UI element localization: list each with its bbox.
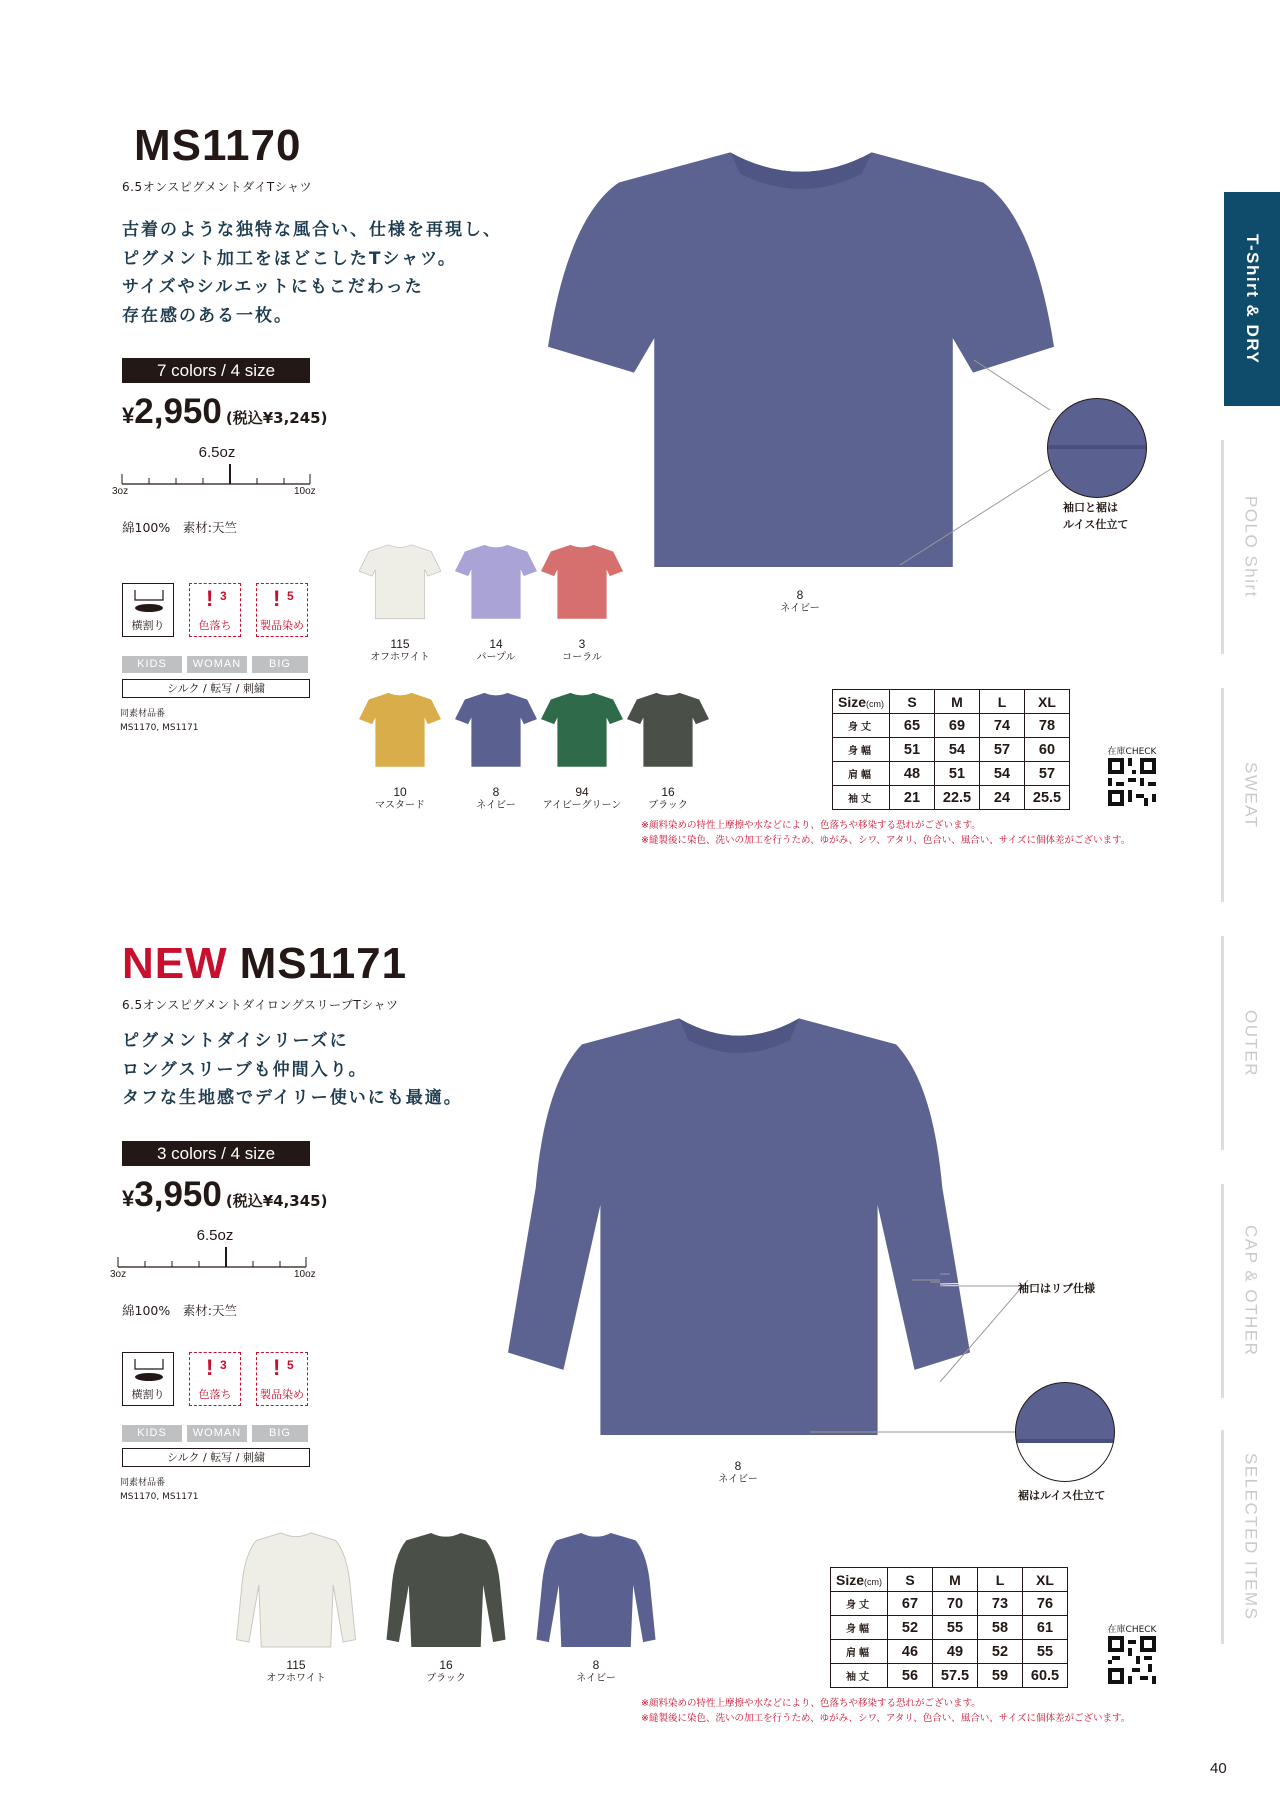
cell: 51 xyxy=(890,738,935,762)
stock-check-label: 在庫CHECK xyxy=(1107,1625,1157,1635)
swatch-label xyxy=(548,1659,644,1685)
size-unit: (cm) xyxy=(866,698,884,709)
swatch-label xyxy=(620,786,716,812)
catch-line: ロングスリーブも仲間入り。 xyxy=(122,1059,368,1080)
catch-line: ピグメント加工をほどこしたTシャツ。 xyxy=(122,248,457,269)
note-line: ※縫製後に染色、洗いの加工を行うため、ゆがみ、シワ、アタリ、色合い、風合い、サイズに個体差がございます。 xyxy=(641,1713,1131,1724)
weight-label: 6.5oz xyxy=(196,1227,234,1244)
fade-label: 色落ち xyxy=(198,1388,232,1401)
page-number: 40 xyxy=(1210,1760,1227,1777)
cell: 58 xyxy=(978,1616,1023,1640)
notes xyxy=(641,1696,1130,1726)
swatch-name: ブラック xyxy=(426,1673,466,1684)
size-unit: (cm) xyxy=(864,1576,882,1587)
main-color-num: 8 xyxy=(734,1459,742,1473)
detail-hem-circle xyxy=(1047,398,1147,498)
cell: 52 xyxy=(978,1640,1023,1664)
cell: 55 xyxy=(1023,1640,1068,1664)
price xyxy=(122,394,327,429)
price-tax: (税込¥4,345) xyxy=(225,1192,328,1210)
size-header-text: Size xyxy=(835,1571,864,1588)
swatch-shirt[interactable] xyxy=(627,688,709,770)
tag-kids: KIDS xyxy=(122,656,182,673)
main-color-label xyxy=(750,589,850,615)
row-label: 袖丈 xyxy=(833,786,890,810)
product-subtitle: 6.5オンスピグメントダイTシャツ xyxy=(122,180,312,194)
swatch-shirt[interactable] xyxy=(359,688,441,770)
new-badge: NEW xyxy=(122,939,228,988)
tab-sweat[interactable]: SWEAT xyxy=(1221,688,1277,902)
yen-sign: ¥ xyxy=(122,1186,135,1211)
size-col: L xyxy=(980,690,1025,714)
catch-copy xyxy=(122,216,502,330)
cut-label: 横割り xyxy=(131,1388,165,1401)
cell: 57 xyxy=(1025,762,1070,786)
fade-label: 色落ち xyxy=(198,619,232,632)
garment-dye-icon: ! 5 製品染め xyxy=(256,1352,308,1406)
swatch-name: オフホワイト xyxy=(266,1673,326,1684)
dye-level: 5 xyxy=(287,589,294,603)
size-col: XL xyxy=(1023,1568,1068,1592)
price-value: 3,950 xyxy=(134,1175,222,1214)
row-label: 身幅 xyxy=(831,1616,888,1640)
dye-label: 製品染め xyxy=(260,619,304,632)
cell: 57.5 xyxy=(933,1664,978,1688)
weight-scale xyxy=(116,1245,316,1273)
swatch-name: ネイビー xyxy=(476,800,516,811)
fade-level: 3 xyxy=(220,1358,227,1372)
size-col: S xyxy=(890,690,935,714)
callout-line: 袖口と裾は xyxy=(1063,501,1118,514)
row-label: 身丈 xyxy=(833,714,890,738)
same-material-title: 同素材品番 xyxy=(120,709,166,719)
cut-icon xyxy=(122,583,174,637)
cell: 60.5 xyxy=(1023,1664,1068,1688)
tag-woman: WOMAN xyxy=(187,1425,247,1442)
table-row xyxy=(831,1640,1068,1664)
price-value: 2,950 xyxy=(134,392,222,431)
weight-max: 10oz xyxy=(294,486,316,497)
swatch-label xyxy=(448,638,544,664)
price xyxy=(122,1177,327,1212)
tab-outer[interactable]: OUTER xyxy=(1221,936,1277,1150)
cell: 52 xyxy=(888,1616,933,1640)
swatch-shirt[interactable] xyxy=(384,1528,508,1652)
row-label: 身幅 xyxy=(833,738,890,762)
callout-cuff: 袖口はリブ仕様 xyxy=(1018,1282,1095,1295)
tag-big: BIG xyxy=(252,1425,308,1442)
callout-line: ルイス仕立て xyxy=(1063,518,1129,531)
stock-check-label: 在庫CHECK xyxy=(1107,747,1157,757)
cell: 69 xyxy=(935,714,980,738)
notes xyxy=(641,818,1130,848)
note-line: ※縫製後に染色、洗いの加工を行うため、ゆがみ、シワ、アタリ、色合い、風合い、サイズに個体差がございます。 xyxy=(641,835,1131,846)
swatch-shirt[interactable] xyxy=(541,688,623,770)
color-fade-icon: ! 3 色落ち xyxy=(189,1352,241,1406)
cell: 74 xyxy=(980,714,1025,738)
cell: 54 xyxy=(935,738,980,762)
main-color-name: ネイビー xyxy=(780,603,820,614)
cut-icon xyxy=(122,1352,174,1406)
swatch-label xyxy=(534,638,630,664)
product-model-title xyxy=(122,121,302,170)
swatch-name: マスタード xyxy=(375,800,425,811)
detail-callout-text xyxy=(1063,499,1128,533)
catch-line: 古着のような独特な風合い、仕様を再現し、 xyxy=(122,220,502,240)
note-line: ※顔料染めの特性上摩擦や水などにより、色落ちや移染する恐れがございます。 xyxy=(641,1698,981,1709)
same-material xyxy=(120,1476,199,1504)
cell: 70 xyxy=(933,1592,978,1616)
qr-code-icon[interactable] xyxy=(1108,758,1156,806)
cell: 55 xyxy=(933,1616,978,1640)
swatch-shirt[interactable] xyxy=(455,540,537,622)
size-header xyxy=(831,1568,888,1592)
weight-max: 10oz xyxy=(294,1269,316,1280)
table-row xyxy=(831,1616,1068,1640)
cell: 65 xyxy=(890,714,935,738)
model-number: MS1170 xyxy=(134,121,302,170)
cell: 76 xyxy=(1023,1592,1068,1616)
cell: 78 xyxy=(1025,714,1070,738)
cell: 48 xyxy=(890,762,935,786)
colors-size-bar: 3 colors / 4 size xyxy=(122,1141,310,1166)
same-material-title: 同素材品番 xyxy=(120,1478,166,1488)
cut-label: 横割り xyxy=(131,619,165,632)
detail-hem-circle xyxy=(1015,1382,1115,1482)
main-color-name: ネイビー xyxy=(718,1474,758,1485)
tab-tshirt-dry[interactable]: T-Shirt & DRY xyxy=(1224,192,1280,406)
swatch-name: パープル xyxy=(476,652,516,663)
swatch-num: 3 xyxy=(578,637,586,651)
size-header-text: Size xyxy=(837,693,866,710)
swatch-shirt[interactable] xyxy=(359,540,441,622)
tab-cap-other[interactable]: CAP & OTHER xyxy=(1221,1184,1277,1398)
cell: 51 xyxy=(935,762,980,786)
same-material-codes: MS1170, MS1171 xyxy=(120,723,199,733)
swatch-num: 16 xyxy=(439,1658,453,1672)
note-line: ※顔料染めの特性上摩擦や水などにより、色落ちや移染する恐れがございます。 xyxy=(641,820,981,831)
row-label: 身丈 xyxy=(831,1592,888,1616)
model-number: MS1171 xyxy=(239,939,408,988)
cell: 57 xyxy=(980,738,1025,762)
swatch-label xyxy=(352,786,448,812)
qr-code-icon[interactable] xyxy=(1108,1636,1156,1684)
catch-line: 存在感のある一枚。 xyxy=(122,305,293,326)
row-label: 肩幅 xyxy=(831,1640,888,1664)
swatch-num: 10 xyxy=(393,785,407,799)
swatch-shirt[interactable] xyxy=(234,1528,358,1652)
cell: 25.5 xyxy=(1025,786,1070,810)
size-col: XL xyxy=(1025,690,1070,714)
swatch-label xyxy=(248,1659,344,1685)
yen-sign: ¥ xyxy=(122,403,135,428)
cell: 46 xyxy=(888,1640,933,1664)
material: 綿100% 素材:天竺 xyxy=(122,520,237,535)
cell: 49 xyxy=(933,1640,978,1664)
size-col: M xyxy=(935,690,980,714)
swatch-name: ブラック xyxy=(648,800,688,811)
swatch-shirt[interactable] xyxy=(455,688,537,770)
main-color-label xyxy=(688,1460,788,1486)
size-header xyxy=(833,690,890,714)
price-tax: (税込¥3,245) xyxy=(225,409,328,427)
size-col: S xyxy=(888,1568,933,1592)
material: 綿100% 素材:天竺 xyxy=(122,1303,237,1318)
print-methods: シルク / 転写 / 刺繍 xyxy=(122,679,310,698)
product-subtitle: 6.5オンスピグメントダイロングスリーブTシャツ xyxy=(122,998,399,1012)
size-col: L xyxy=(978,1568,1023,1592)
table-row xyxy=(833,738,1070,762)
row-label: 袖丈 xyxy=(831,1664,888,1688)
callout-hem: 裾はルイス仕立て xyxy=(1018,1489,1106,1502)
size-table xyxy=(830,1567,1068,1688)
swatch-num: 8 xyxy=(492,785,500,799)
weight-scale xyxy=(120,462,320,490)
swatch-label xyxy=(534,786,630,812)
swatch-num: 115 xyxy=(390,637,410,651)
weight-min: 3oz xyxy=(112,486,129,497)
swatch-shirt[interactable] xyxy=(534,1528,658,1652)
swatch-num: 115 xyxy=(286,1658,306,1672)
swatch-shirt[interactable] xyxy=(541,540,623,622)
product-model-title xyxy=(122,939,408,988)
swatch-num: 16 xyxy=(661,785,675,799)
table-row xyxy=(833,714,1070,738)
swatch-label xyxy=(398,1659,494,1685)
weight-label: 6.5oz xyxy=(198,444,236,461)
fade-level: 3 xyxy=(220,589,227,603)
tag-kids: KIDS xyxy=(122,1425,182,1442)
size-table xyxy=(832,689,1070,810)
catch-line: サイズやシルエットにもこだわった xyxy=(122,277,424,297)
table-row xyxy=(833,786,1070,810)
main-color-num: 8 xyxy=(796,588,804,602)
same-material-codes: MS1170, MS1171 xyxy=(120,1492,199,1502)
cell: 24 xyxy=(980,786,1025,810)
cell: 56 xyxy=(888,1664,933,1688)
swatch-name: アイビーグリーン xyxy=(542,800,622,811)
garment-dye-icon: ! 5 製品染め xyxy=(256,583,308,637)
cell: 54 xyxy=(980,762,1025,786)
cell: 61 xyxy=(1023,1616,1068,1640)
swatch-num: 14 xyxy=(489,637,503,651)
swatch-label xyxy=(448,786,544,812)
same-material xyxy=(120,707,199,735)
table-row xyxy=(831,1592,1068,1616)
cell: 67 xyxy=(888,1592,933,1616)
size-col: M xyxy=(933,1568,978,1592)
swatch-name: オフホワイト xyxy=(370,652,430,663)
cell: 21 xyxy=(890,786,935,810)
colors-size-bar: 7 colors / 4 size xyxy=(122,358,310,383)
print-methods: シルク / 転写 / 刺繍 xyxy=(122,1448,310,1467)
cell: 73 xyxy=(978,1592,1023,1616)
swatch-num: 8 xyxy=(592,1658,600,1672)
swatch-num: 94 xyxy=(575,785,589,799)
swatch-name: ネイビー xyxy=(576,1673,616,1684)
row-label: 肩幅 xyxy=(833,762,890,786)
table-row xyxy=(831,1664,1068,1688)
dye-level: 5 xyxy=(287,1358,294,1372)
tag-woman: WOMAN xyxy=(187,656,247,673)
cell: 60 xyxy=(1025,738,1070,762)
table-row xyxy=(833,762,1070,786)
tab-selected-items[interactable]: SELECTED ITEMS xyxy=(1221,1430,1277,1644)
tag-big: BIG xyxy=(252,656,308,673)
swatch-name: コーラル xyxy=(562,652,602,663)
cell: 59 xyxy=(978,1664,1023,1688)
catch-copy xyxy=(122,1027,463,1113)
catch-line: タフな生地感でデイリー使いにも最適。 xyxy=(122,1088,463,1108)
tab-polo-shirt[interactable]: POLO Shirt xyxy=(1221,440,1277,654)
cell: 22.5 xyxy=(935,786,980,810)
dye-label: 製品染め xyxy=(260,1388,304,1401)
color-fade-icon: ! 3 色落ち xyxy=(189,583,241,637)
weight-min: 3oz xyxy=(110,1269,127,1280)
swatch-label xyxy=(352,638,448,664)
catch-line: ピグメントダイシリーズに xyxy=(122,1031,349,1051)
